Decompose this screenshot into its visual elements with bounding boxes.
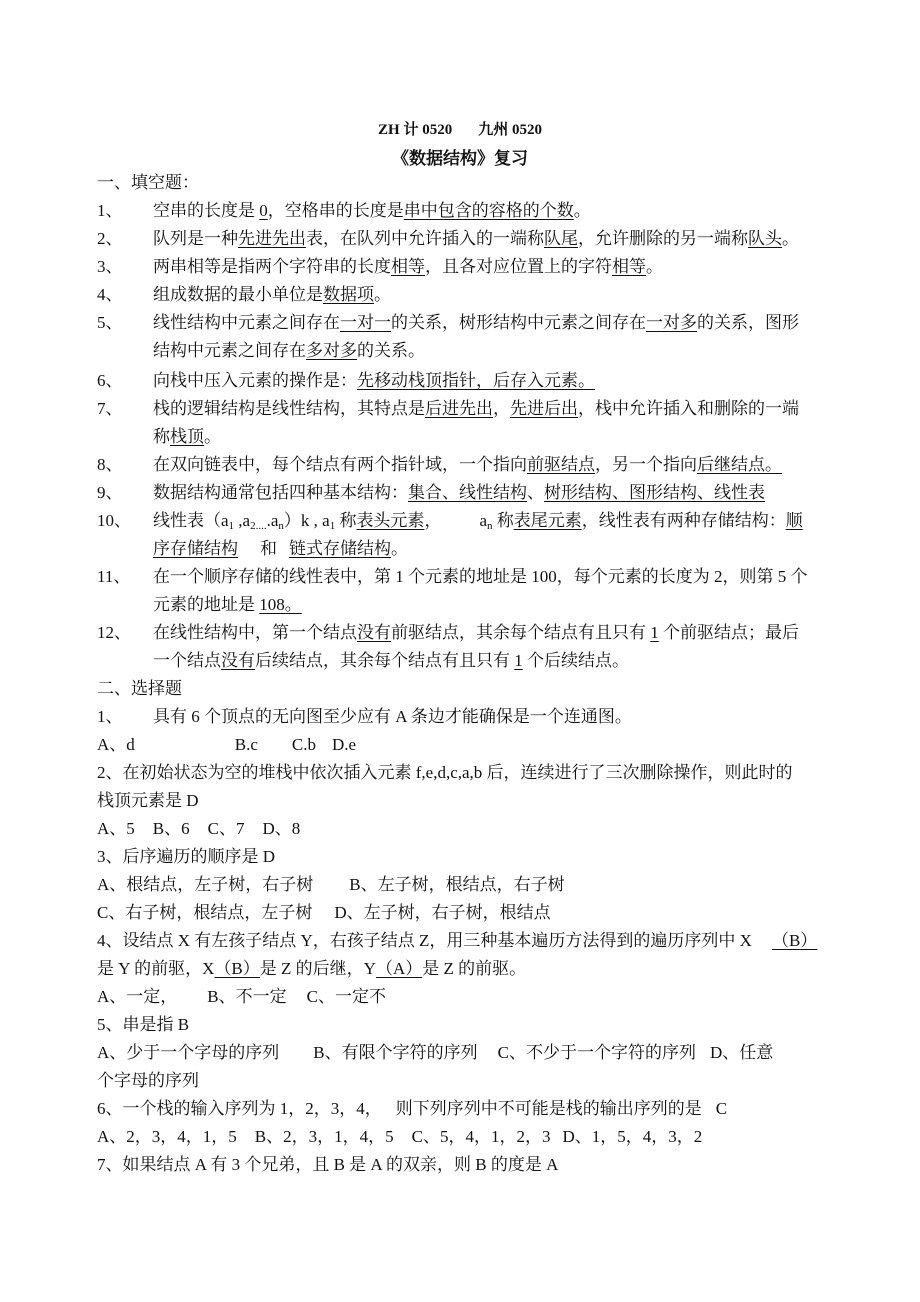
- choice-options-5: [97, 1042, 773, 1064]
- fill-item-7: 7、 栈的逻辑结构是线性结构，其特点是后进先出，先进后出，栈中允许插入和删除的一端: [97, 399, 799, 418]
- answer-blank: 没有: [357, 623, 391, 642]
- section-heading-fill-in: 一、填空题：: [97, 173, 199, 192]
- answer-blank: 栈顶: [170, 427, 204, 446]
- answer-blank: 先进先出: [238, 229, 306, 248]
- fill-item-12: 12、 在线性结构中，第一个结点没有前驱结点，其余每个结点有且只有 1 个前驱结点；最后: [97, 623, 799, 642]
- section-heading-multiple-choice: 二、选择题: [97, 679, 182, 698]
- document-title: 《数据结构》复习: [392, 149, 528, 168]
- fill-item-5-cont: 结构中元素之间存在多对多的关系。: [153, 341, 425, 360]
- answer-blank: 队头: [748, 229, 782, 248]
- fill-item-11-cont: 元素的地址是 108。: [153, 595, 302, 614]
- answer-blank: 先进后出: [510, 399, 578, 418]
- fill-item-10-cont: 序存储结构 和 链式存储结构。: [153, 539, 408, 558]
- fill-item-2: 2、 队列是一种先进先出表，在队列中允许插入的一端称队尾，允许删除的另一端称队头。: [97, 229, 799, 248]
- answer-blank: （A）: [375, 959, 423, 978]
- fill-item-4: 4、 组成数据的最小单位是数据项。: [97, 285, 391, 304]
- choice-question-2: 2、在初始状态为空的堆栈中依次插入元素 f,e,d,c,a,b 后，连续进行了三次删除操作，则此时的: [97, 763, 793, 782]
- option: A、5: [97, 819, 135, 838]
- choice-options-1: [97, 734, 356, 756]
- option: D.e: [332, 735, 357, 754]
- fill-item-1: 1、 空串的长度是 0，空格串的长度是串中包含的容格的个数。: [97, 201, 591, 220]
- answer-blank: 1: [514, 651, 523, 670]
- fill-item-3: 3、 两串相等是指两个字符串的长度相等，且各对应位置上的字符相等。: [97, 257, 663, 276]
- choice-question-6: 6、一个栈的输入序列为 1，2，3，4， 则下列序列中不可能是栈的输出序列的是 C: [97, 1099, 728, 1118]
- answer-blank: 0: [259, 201, 268, 220]
- choice-question-2-cont: 栈顶元素是 D: [97, 791, 199, 810]
- answer-blank: 相等: [612, 257, 646, 276]
- fill-item-8: 8、 在双向链表中，每个结点有两个指针域，一个指向前驱结点，另一个指向后继结点。: [97, 455, 782, 474]
- fill-item-10: 10、 线性表（$a_1$ $,a_{2....}.a_n)k$ , $a_1$ 称表头元素， $a_n$ 称表尾元素，线性表有两种存储结构：顺: [97, 511, 803, 532]
- answer-blank: 先移动栈顶指针，后存入元素。: [357, 371, 595, 390]
- class-header: [0, 118, 920, 139]
- answer-blank: 一对多: [646, 313, 697, 332]
- answer-blank: （B）: [771, 931, 818, 950]
- answer-blank: 后进先出: [425, 399, 493, 418]
- option: D、1，5，4，3，2: [562, 1127, 703, 1146]
- answer-blank: 没有: [221, 651, 255, 670]
- option: C、5，4，1，2，3: [411, 1127, 551, 1146]
- answer-blank: 一对一: [340, 313, 391, 332]
- option: B、6: [152, 819, 190, 838]
- fill-item-7-cont: 称栈顶。: [153, 427, 221, 446]
- fill-item-9: 9、 数据结构通常包括四种基本结构：集合、线性结构、树形结构、图形结构、线性表: [97, 483, 765, 502]
- fill-item-12-cont: 一个结点没有后续结点，其余每个结点有且只有 1 个后续结点。: [153, 651, 629, 670]
- answer-blank: 顺: [785, 511, 803, 530]
- option: C、一定不: [306, 987, 386, 1006]
- fill-item-11: 11、 在一个顺序存储的线性表中，第 1 个元素的地址是 100，每个元素的长度为 2，则第 5 个: [97, 567, 808, 586]
- choice-options-2: [97, 818, 300, 840]
- choice-options-6: [97, 1126, 702, 1148]
- choice-options-4: [97, 986, 386, 1008]
- option: C、不少于一个字符的序列: [497, 1043, 696, 1062]
- option: A、少于一个字母的序列: [97, 1043, 280, 1062]
- option: C、右子树，根结点，左子树: [97, 903, 313, 922]
- choice-question-5: 5、串是指 B: [97, 1015, 190, 1034]
- class-a: ZH 计 0520: [378, 122, 453, 138]
- answer-blank: （B）: [214, 959, 260, 978]
- choice-question-3: 3、后序遍历的顺序是 D: [97, 847, 276, 866]
- answer-blank: 链式存储结构: [289, 539, 391, 558]
- answer-blank: 相等: [391, 257, 425, 276]
- choice-question-1: 1、 具有 6 个顶点的无向图至少应有 A 条边才能确保是一个连通图。: [97, 707, 632, 726]
- option: C、7: [207, 819, 245, 838]
- answer-blank: 1: [650, 623, 659, 642]
- answer-blank: 表头元素: [356, 511, 425, 530]
- answer-blank: 多对多: [306, 341, 357, 360]
- fill-item-5: 5、 线性结构中元素之间存在一对一的关系，树形结构中元素之间存在一对多的关系，图形: [97, 313, 799, 332]
- option: D、8: [262, 819, 301, 838]
- option: D、任意: [709, 1043, 774, 1062]
- choice-question-4-cont: 是 Y 的前驱，X（B）是 Z 的后继，Y（A）是 Z 的前驱。: [97, 959, 527, 978]
- option: D、左子树，右子树，根结点: [334, 903, 551, 922]
- option: A、2，3，4，1，5: [97, 1127, 237, 1146]
- choice-question-7: 7、如果结点 A 有 3 个兄弟，且 B 是 A 的双亲，则 B 的度是 A: [97, 1155, 559, 1174]
- option: A、d: [97, 735, 135, 754]
- choice-options-3a: [97, 874, 565, 896]
- answer-blank: 表尾元素: [513, 511, 582, 530]
- option: A、根结点，左子树，右子树: [97, 875, 314, 894]
- answer-blank: 队尾: [544, 229, 578, 248]
- answer-blank: 串中包含的容格的个数: [403, 201, 574, 220]
- option: A、一定，: [97, 987, 178, 1006]
- choice-options-5-cont: 个字母的序列: [97, 1071, 199, 1090]
- answer-blank: 数据项: [323, 285, 374, 304]
- answer-blank: 序存储结构: [153, 539, 238, 558]
- answer-blank: 108。: [259, 595, 302, 614]
- answer-blank: 前驱结点: [527, 455, 595, 474]
- option: B、2，3，1，4，5: [254, 1127, 394, 1146]
- answer-blank: 后继结点。: [697, 455, 782, 474]
- class-b: 九州 0520: [478, 122, 542, 138]
- option: B、不一定: [207, 987, 287, 1006]
- answer-blank: 树形结构、图形结构、线性表: [544, 483, 765, 502]
- option: B、左子树，根结点，右子树: [349, 875, 565, 894]
- option: C.b: [291, 735, 317, 754]
- choice-options-3b: [97, 902, 551, 924]
- option: B.c: [234, 735, 258, 754]
- option: B、有限个字符的序列: [313, 1043, 478, 1062]
- answer-blank: 集合、线性结构: [408, 483, 527, 502]
- fill-item-6: 6、 向栈中压入元素的操作是：先移动栈顶指针，后存入元素。: [97, 371, 595, 390]
- choice-question-4: 4、设结点 X 有左孩子结点 Y，右孩子结点 Z，用三种基本遍历方法得到的遍历序列中 X （B）: [97, 931, 818, 950]
